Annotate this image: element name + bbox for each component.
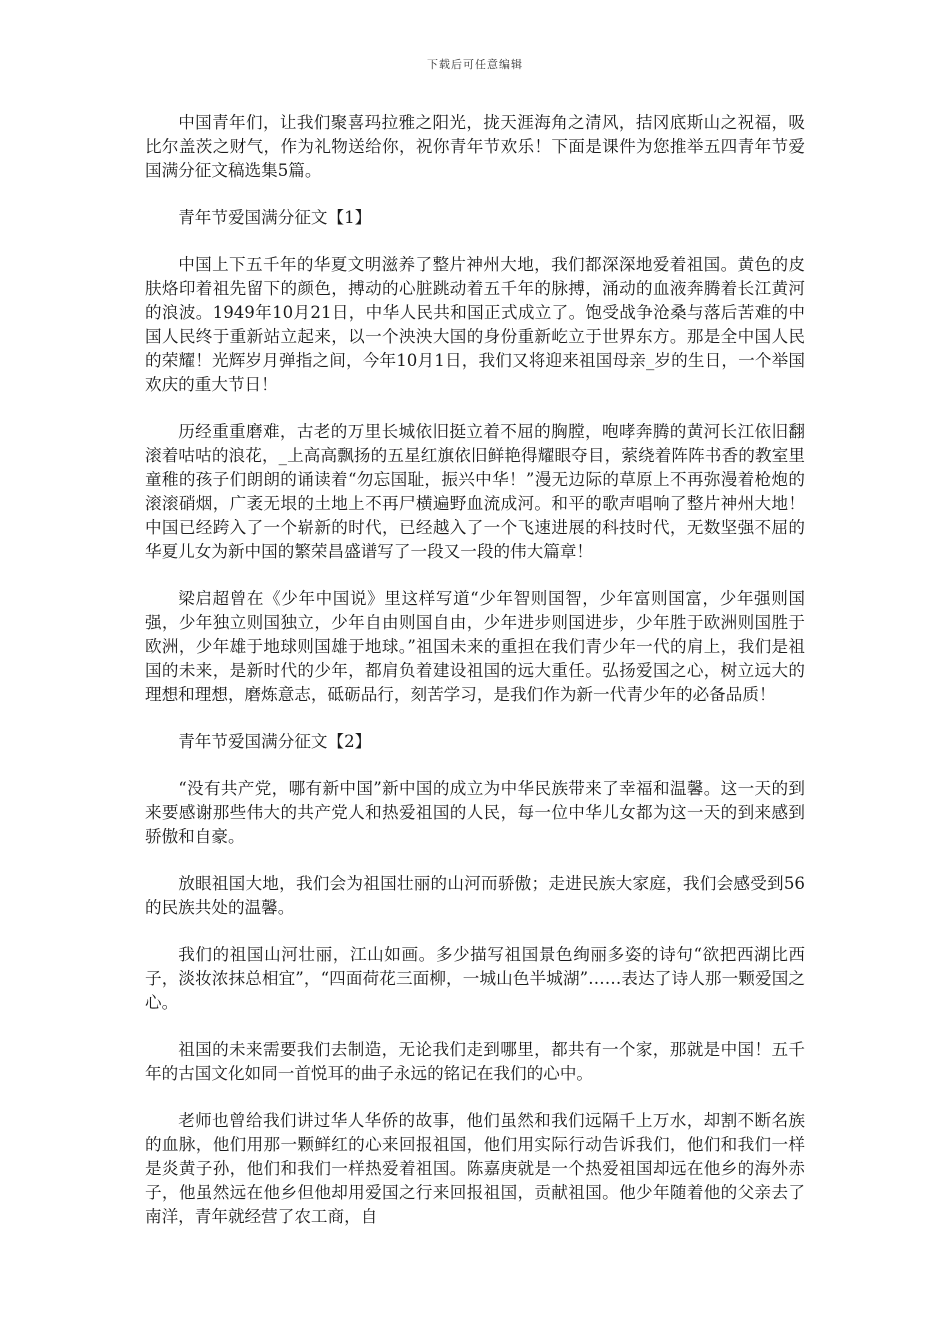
intro-paragraph: 中国青年们，让我们聚喜玛拉雅之阳光，拢天涯海角之清风，拮冈底斯山之祝福，吸比尔盖茨之财气，作为礼物送给你，祝你青年节欢乐！下面是课件为您推举五四青年节爱国满分征文稿选集5篇。	[145, 113, 805, 180]
page-header-note: 下载后可任意编辑	[427, 58, 523, 71]
paragraph-2: 历经重重磨难，古老的万里长城依旧挺立着不屈的胸膛，咆哮奔腾的黄河长江依旧翻滚着咕咕的浪花，_上高高飘扬的五星红旗依旧鲜艳得耀眼夺目，萦绕着阵阵书香的教室里童稚的孩子们朗朗的诵读着“勿忘国耻，振兴中华！”漫无边际的草原上不再弥漫着枪炮的滚滚硝烟，广袤无垠的土地上不再尸横遍野血流成河。和平的歌声唱响了整片神州大地！中国已经跨入了一个崭新的时代，已经越入了一个飞速进展的科技时代，无数坚强不屈的华夏儿女为新中国的繁荣昌盛谱写了一段又一段的伟大篇章！	[145, 422, 805, 561]
paragraph-8: 老师也曾给我们讲过华人华侨的故事，他们虽然和我们远隔千上万水，却割不断名族的血脉，他们用那一颗鲜红的心来回报祖国，他们用实际行动告诉我们，他们和我们一样是炎黄子孙，他们和我们一样热爱着祖国。陈嘉庚就是一个热爱祖国却远在他乡的海外赤子，他虽然远在他乡但他却用爱国之行来回报祖国，贡献祖国。他少年随着他的父亲去了南洋，青年就经营了农工商，自	[145, 1111, 805, 1226]
paragraph-4: “没有共产党，哪有新中国”新中国的成立为中华民族带来了幸福和温馨。这一天的到来要感谢那些伟大的共产党人和热爱祖国的人民，每一位中华儿女都为这一天的到来感到骄傲和自豪。	[145, 779, 805, 846]
paragraph-1: 中国上下五千年的华夏文明滋养了整片神州大地，我们都深深地爱着祖国。黄色的皮肤烙印着祖先留下的颜色，搏动的心脏跳动着五千年的脉搏，涌动的血液奔腾着长江黄河的浪波。1949年10月21日，中华人民共和国正式成立了。饱受战争沧桑与落后苦难的中国人民终于重新站立起来，以一个泱泱大国的身份重新屹立于世界东方。那是全中国人民的荣耀！光辉岁月弹指之间，今年10月1日，我们又将迎来祖国母亲_岁的生日，一个举国欢庆的重大节日！	[145, 255, 805, 394]
document-body	[145, 111, 805, 1252]
paragraph-6: 我们的祖国山河壮丽，江山如画。多少描写祖国景色绚丽多姿的诗句“欲把西湖比西子，淡妆浓抹总相宜”，“四面荷花三面柳，一城山色半城湖”……表达了诗人那一颗爱国之心。	[145, 945, 805, 1012]
paragraph-7: 祖国的未来需要我们去制造，无论我们走到哪里，都共有一个家，那就是中国！五千年的古国文化如同一首悦耳的曲子永远的铭记在我们的心中。	[145, 1040, 805, 1083]
section-heading-1: 青年节爱国满分征文【1】	[178, 208, 372, 227]
paragraph-5: 放眼祖国大地，我们会为祖国壮丽的山河而骄傲；走进民族大家庭，我们会感受到56的民族共处的温馨。	[145, 874, 805, 917]
section-heading-2: 青年节爱国满分征文【2】	[178, 732, 372, 751]
paragraph-3: 梁启超曾在《少年中国说》里这样写道“少年智则国智，少年富则国富，少年强则国强，少年独立则国独立，少年自由则国自由，少年进步则国进步，少年胜于欧洲则国胜于欧洲，少年雄于地球则国雄于地球。”祖国未来的重担在我们青少年一代的肩上，我们是祖国的未来，是新时代的少年，都肩负着建设祖国的远大重任。弘扬爱国之心，树立远大的理想和理想，磨炼意志，砥砺品行，刻苦学习，是我们作为新一代青少年的必备品质！	[145, 589, 805, 704]
